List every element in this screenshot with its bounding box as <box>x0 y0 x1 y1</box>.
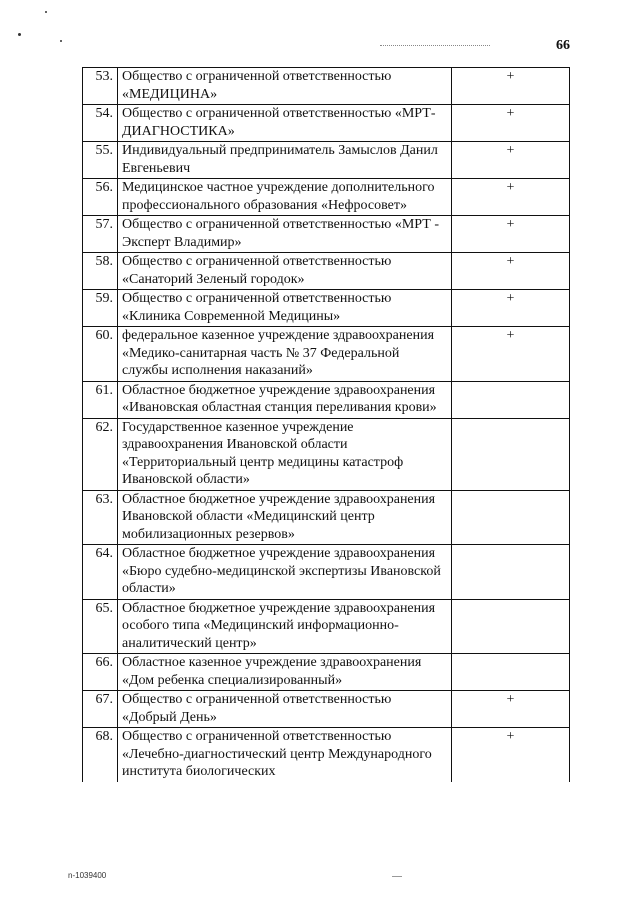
organization-name: Общество с ограниченной ответственностью «Лечебно-диагностический центр Международного института биологических <box>118 728 452 782</box>
table-row <box>83 545 570 600</box>
table-row <box>83 290 570 327</box>
row-number: 56. <box>83 179 118 216</box>
participation-mark: + <box>452 253 570 290</box>
organization-name: Индивидуальный предприниматель Замыслов Данил Евгеньевич <box>118 142 452 179</box>
organization-name: Областное казенное учреждение здравоохранения «Дом ребенка специализированный» <box>118 654 452 691</box>
organization-name: Общество с ограниченной ответственностью «Добрый День» <box>118 691 452 728</box>
row-number: 66. <box>83 654 118 691</box>
scan-mark <box>392 876 402 877</box>
row-number: 68. <box>83 728 118 782</box>
participation-mark: + <box>452 179 570 216</box>
participation-mark: + <box>452 728 570 782</box>
row-number: 67. <box>83 691 118 728</box>
table-row <box>83 691 570 728</box>
scan-dotted-line <box>380 45 490 46</box>
participation-mark: + <box>452 105 570 142</box>
organizations-table <box>82 67 570 782</box>
row-number: 53. <box>83 68 118 105</box>
row-number: 59. <box>83 290 118 327</box>
organization-name: Областное бюджетное учреждение здравоохранения «Ивановская областная станция переливания крови» <box>118 381 452 418</box>
row-number: 65. <box>83 599 118 654</box>
organization-name: Общество с ограниченной ответственностью «Санаторий Зеленый городок» <box>118 253 452 290</box>
table-row <box>83 327 570 382</box>
organization-name: Общество с ограниченной ответственностью «МЕДИЦИНА» <box>118 68 452 105</box>
table-row <box>83 105 570 142</box>
participation-mark: + <box>452 327 570 382</box>
scan-mark <box>45 11 47 13</box>
participation-mark: + <box>452 290 570 327</box>
table-row <box>83 179 570 216</box>
table-row <box>83 381 570 418</box>
row-number: 64. <box>83 545 118 600</box>
participation-mark: + <box>452 691 570 728</box>
scan-mark <box>60 40 62 42</box>
participation-mark <box>452 381 570 418</box>
table-row <box>83 599 570 654</box>
participation-mark <box>452 654 570 691</box>
organization-name: Областное бюджетное учреждение здравоохранения «Бюро судебно-медицинской экспертизы Ивановской области» <box>118 545 452 600</box>
organization-name: Государственное казенное учреждение здравоохранения Ивановской области «Территориальный центр медицины катастроф Ивановской области» <box>118 418 452 490</box>
table-body <box>83 68 570 782</box>
organization-name: Областное бюджетное учреждение здравоохранения Ивановской области «Медицинский центр мобилизационных резервов» <box>118 490 452 545</box>
table-row <box>83 68 570 105</box>
table-row <box>83 418 570 490</box>
row-number: 60. <box>83 327 118 382</box>
participation-mark <box>452 418 570 490</box>
participation-mark <box>452 545 570 600</box>
table-row <box>83 142 570 179</box>
participation-mark: + <box>452 142 570 179</box>
document-code: n-1039400 <box>68 871 107 880</box>
row-number: 57. <box>83 216 118 253</box>
table-row <box>83 728 570 782</box>
page-number: 66 <box>556 38 570 53</box>
row-number: 61. <box>83 381 118 418</box>
table-row <box>83 216 570 253</box>
participation-mark: + <box>452 216 570 253</box>
scan-mark <box>18 33 21 36</box>
organization-name: Общество с ограниченной ответственностью «Клиника Современной Медицины» <box>118 290 452 327</box>
table-row <box>83 490 570 545</box>
participation-mark: + <box>452 68 570 105</box>
organization-name: Областное бюджетное учреждение здравоохранения особого типа «Медицинский информационно-аналитический центр» <box>118 599 452 654</box>
table-row <box>83 253 570 290</box>
row-number: 58. <box>83 253 118 290</box>
row-number: 62. <box>83 418 118 490</box>
organization-name: Общество с ограниченной ответственностью «МРТ - Эксперт Владимир» <box>118 216 452 253</box>
organization-name: Общество с ограниченной ответственностью «МРТ-ДИАГНОСТИКА» <box>118 105 452 142</box>
row-number: 63. <box>83 490 118 545</box>
row-number: 54. <box>83 105 118 142</box>
table-row <box>83 654 570 691</box>
organization-name: федеральное казенное учреждение здравоохранения «Медико-санитарная часть № 37 Федеральной службы исполнения наказаний» <box>118 327 452 382</box>
participation-mark <box>452 490 570 545</box>
row-number: 55. <box>83 142 118 179</box>
participation-mark <box>452 599 570 654</box>
organization-name: Медицинское частное учреждение дополнительного профессионального образования «Нефросовет» <box>118 179 452 216</box>
